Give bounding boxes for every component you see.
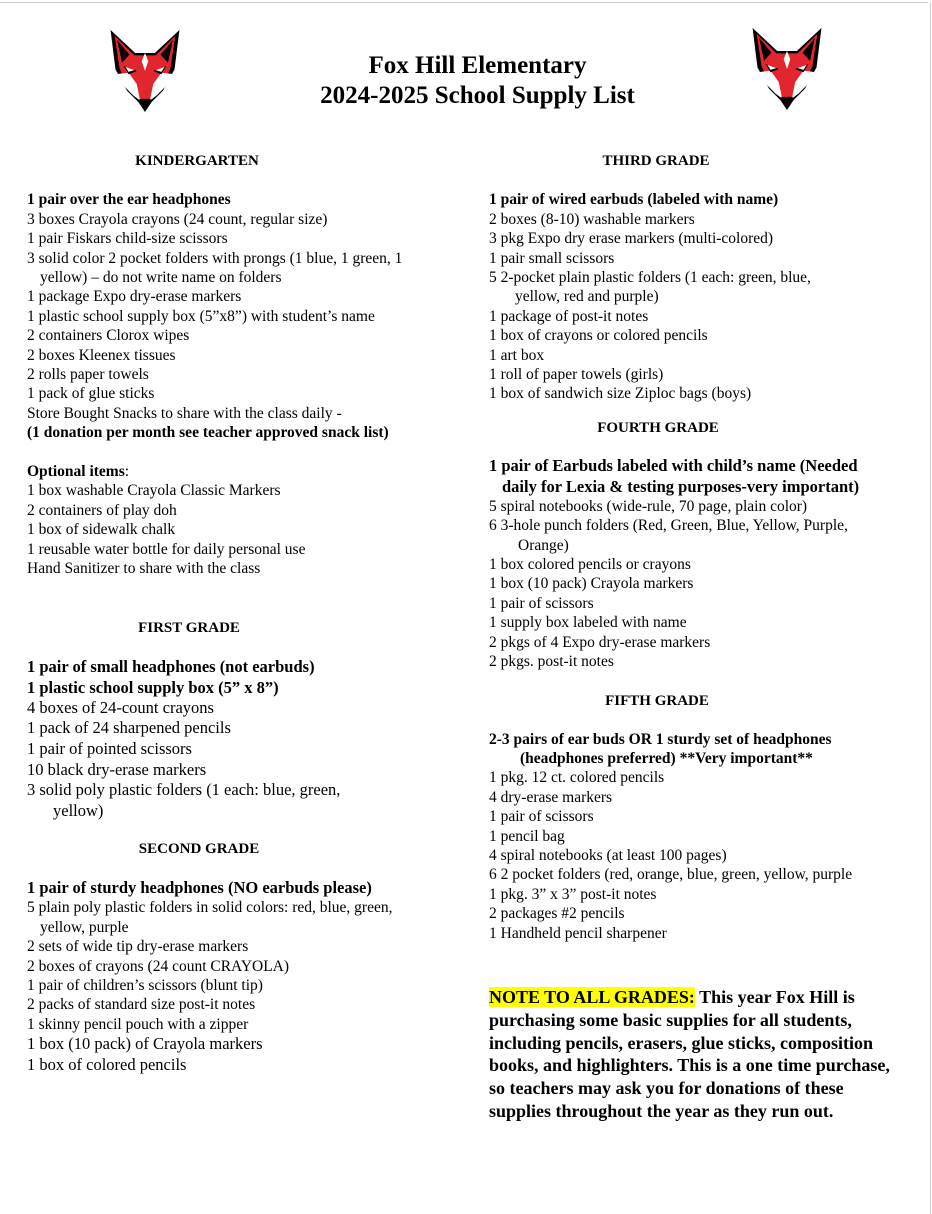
list-item: 3 solid poly plastic folders (1 each: blue, green, (27, 780, 341, 800)
list-item: 1 pkg. 3” x 3” post-it notes (489, 885, 657, 903)
list-item: 1 art box (489, 346, 545, 364)
list-item: 2 containers of play doh (27, 501, 177, 519)
first-grade-heading: FIRST GRADE (138, 619, 240, 636)
list-item: 2 containers Clorox wipes (27, 327, 190, 345)
list-item: 4 spiral notebooks (at least 100 pages) (489, 846, 727, 864)
list-item: 2 packages #2 pencils (489, 905, 625, 923)
list-item: 1 reusable water bottle for daily personal use (27, 540, 306, 558)
list-item: 1 pair of children’s scissors (blunt tip) (27, 977, 263, 995)
list-item: 1 box of sidewalk chalk (27, 521, 176, 539)
list-item: 1 roll of paper towels (girls) (489, 366, 664, 384)
fourth-grade-heading: FOURTH GRADE (597, 419, 719, 436)
list-item: 2 boxes Kleenex tissues (27, 346, 176, 364)
list-item: Hand Sanitizer to share with the class (27, 560, 261, 578)
list-item: 1 Handheld pencil sharpener (489, 924, 667, 942)
note-to-all-grades (489, 986, 901, 1123)
kindergarten-heading: KINDERGARTEN (135, 153, 259, 169)
page-border-top (0, 2, 928, 3)
fox-head-icon (104, 28, 186, 114)
list-item: 1 supply box labeled with name (489, 614, 687, 632)
list-item: 1 box colored pencils or crayons (489, 556, 691, 574)
list-item: Orange) (518, 536, 569, 554)
list-item: (1 donation per month see teacher approved snack list) (27, 424, 389, 442)
list-item: 5 2-pocket plain plastic folders (1 each: green, blue, (489, 269, 811, 287)
document-title (250, 51, 705, 111)
list-item: 10 black dry-erase markers (27, 759, 207, 779)
list-item: 1 pair over the ear headphones (27, 191, 231, 209)
list-item: 1 pkg. 12 ct. colored pencils (489, 769, 665, 787)
list-item: 1 pair Fiskars child-size scissors (27, 230, 228, 248)
list-item: 4 dry-erase markers (489, 788, 613, 806)
list-item: 1 plastic school supply box (5” x 8”) (27, 677, 279, 697)
list-item: 1 box of sandwich size Ziploc bags (boys) (489, 385, 752, 403)
list-item: 6 2 pocket folders (red, orange, blue, green, yellow, purple (489, 866, 853, 884)
list-item: 5 spiral notebooks (wide-rule, 70 page, plain color) (489, 497, 808, 515)
optional-items-label: Optional items: (27, 463, 130, 481)
fifth-grade-heading: FIFTH GRADE (605, 692, 709, 709)
list-item: 2 pkgs. post-it notes (489, 653, 614, 671)
list-item: 1 plastic school supply box (5”x8”) with student’s name (27, 307, 375, 325)
list-item: 2-3 pairs of ear buds OR 1 sturdy set of headphones (489, 730, 832, 748)
right-column (489, 151, 909, 943)
list-item: 1 pair of sturdy headphones (NO earbuds please) (27, 878, 372, 898)
list-item: 1 pair of small headphones (not earbuds) (27, 656, 315, 676)
list-item: Store Bought Snacks to share with the class daily - (27, 404, 342, 422)
list-item: 1 package of post-it notes (489, 307, 649, 325)
list-item: 1 pair of scissors (489, 808, 594, 826)
list-item: yellow) (53, 800, 104, 820)
list-item: 1 pair of wired earbuds (labeled with name) (489, 191, 779, 209)
list-item: yellow, red and purple) (515, 288, 659, 306)
list-item: yellow, purple (40, 918, 129, 936)
list-item: 1 box (10 pack) of Crayola markers (27, 1034, 263, 1054)
third-grade-heading: THIRD GRADE (602, 153, 710, 169)
list-item: yellow) – do not write name on folders (40, 269, 282, 287)
list-item: 1 skinny pencil pouch with a zipper (27, 1015, 249, 1033)
list-item: 3 solid color 2 pocket folders with prongs (1 blue, 1 green, 1 (27, 249, 403, 267)
note-label: NOTE TO ALL GRADES: (489, 987, 695, 1007)
left-column (27, 151, 457, 1075)
page-border-right (930, 2, 931, 1214)
list-item: 1 pencil bag (489, 827, 565, 845)
list-item: 3 boxes Crayola crayons (24 count, regular size) (27, 210, 328, 228)
list-item: daily for Lexia & testing purposes-very important) (502, 476, 860, 496)
list-item: 2 packs of standard size post-it notes (27, 996, 256, 1014)
list-item: 5 plain poly plastic folders in solid colors: red, blue, green, (27, 899, 393, 917)
optional-label: Optional items (27, 463, 125, 481)
list-item: 2 rolls paper towels (27, 366, 149, 384)
list-item: 3 pkg Expo dry erase markers (multi-colored) (489, 230, 774, 248)
list-item: 2 boxes of crayons (24 count CRAYOLA) (27, 957, 290, 975)
list-item: 1 pair small scissors (489, 249, 615, 267)
list-item: 1 box (10 pack) Crayola markers (489, 575, 694, 593)
school-name: Fox Hill Elementary (368, 52, 587, 79)
list-item: 4 boxes of 24-count crayons (27, 697, 214, 717)
list-item: 1 pack of 24 sharpened pencils (27, 718, 231, 738)
fox-head-icon (746, 26, 828, 112)
list-item: 2 boxes (8-10) washable markers (489, 210, 695, 228)
list-item: 1 pair of scissors (489, 594, 594, 612)
list-item: 1 pair of Earbuds labeled with child’s name (Needed (489, 455, 858, 475)
list-item: (headphones preferred) **Very important** (520, 749, 813, 767)
list-item: 1 package Expo dry-erase markers (27, 288, 242, 306)
second-grade-heading: SECOND GRADE (138, 841, 260, 858)
list-item: 2 sets of wide tip dry-erase markers (27, 938, 249, 956)
list-item: 6 3-hole punch folders (Red, Green, Blue, Yellow, Purple, (489, 517, 848, 535)
list-item: 1 pack of glue sticks (27, 385, 155, 403)
list-item: 1 box of crayons or colored pencils (489, 327, 708, 345)
list-item: 2 pkgs of 4 Expo dry-erase markers (489, 633, 711, 651)
list-item: 1 pair of pointed scissors (27, 739, 192, 759)
list-item: 1 box washable Crayola Classic Markers (27, 482, 281, 500)
note-text: This year Fox Hill is purchasing some basic supplies for all students, including pencils, erasers, glue sticks, composition books, and highlighters. This is a one time purchase, so teachers may ask you for donations of these supplies throughout the year as they run out. (489, 987, 890, 1121)
list-item: 1 box of colored pencils (27, 1054, 187, 1074)
list-title: 2024-2025 School Supply List (320, 82, 635, 109)
